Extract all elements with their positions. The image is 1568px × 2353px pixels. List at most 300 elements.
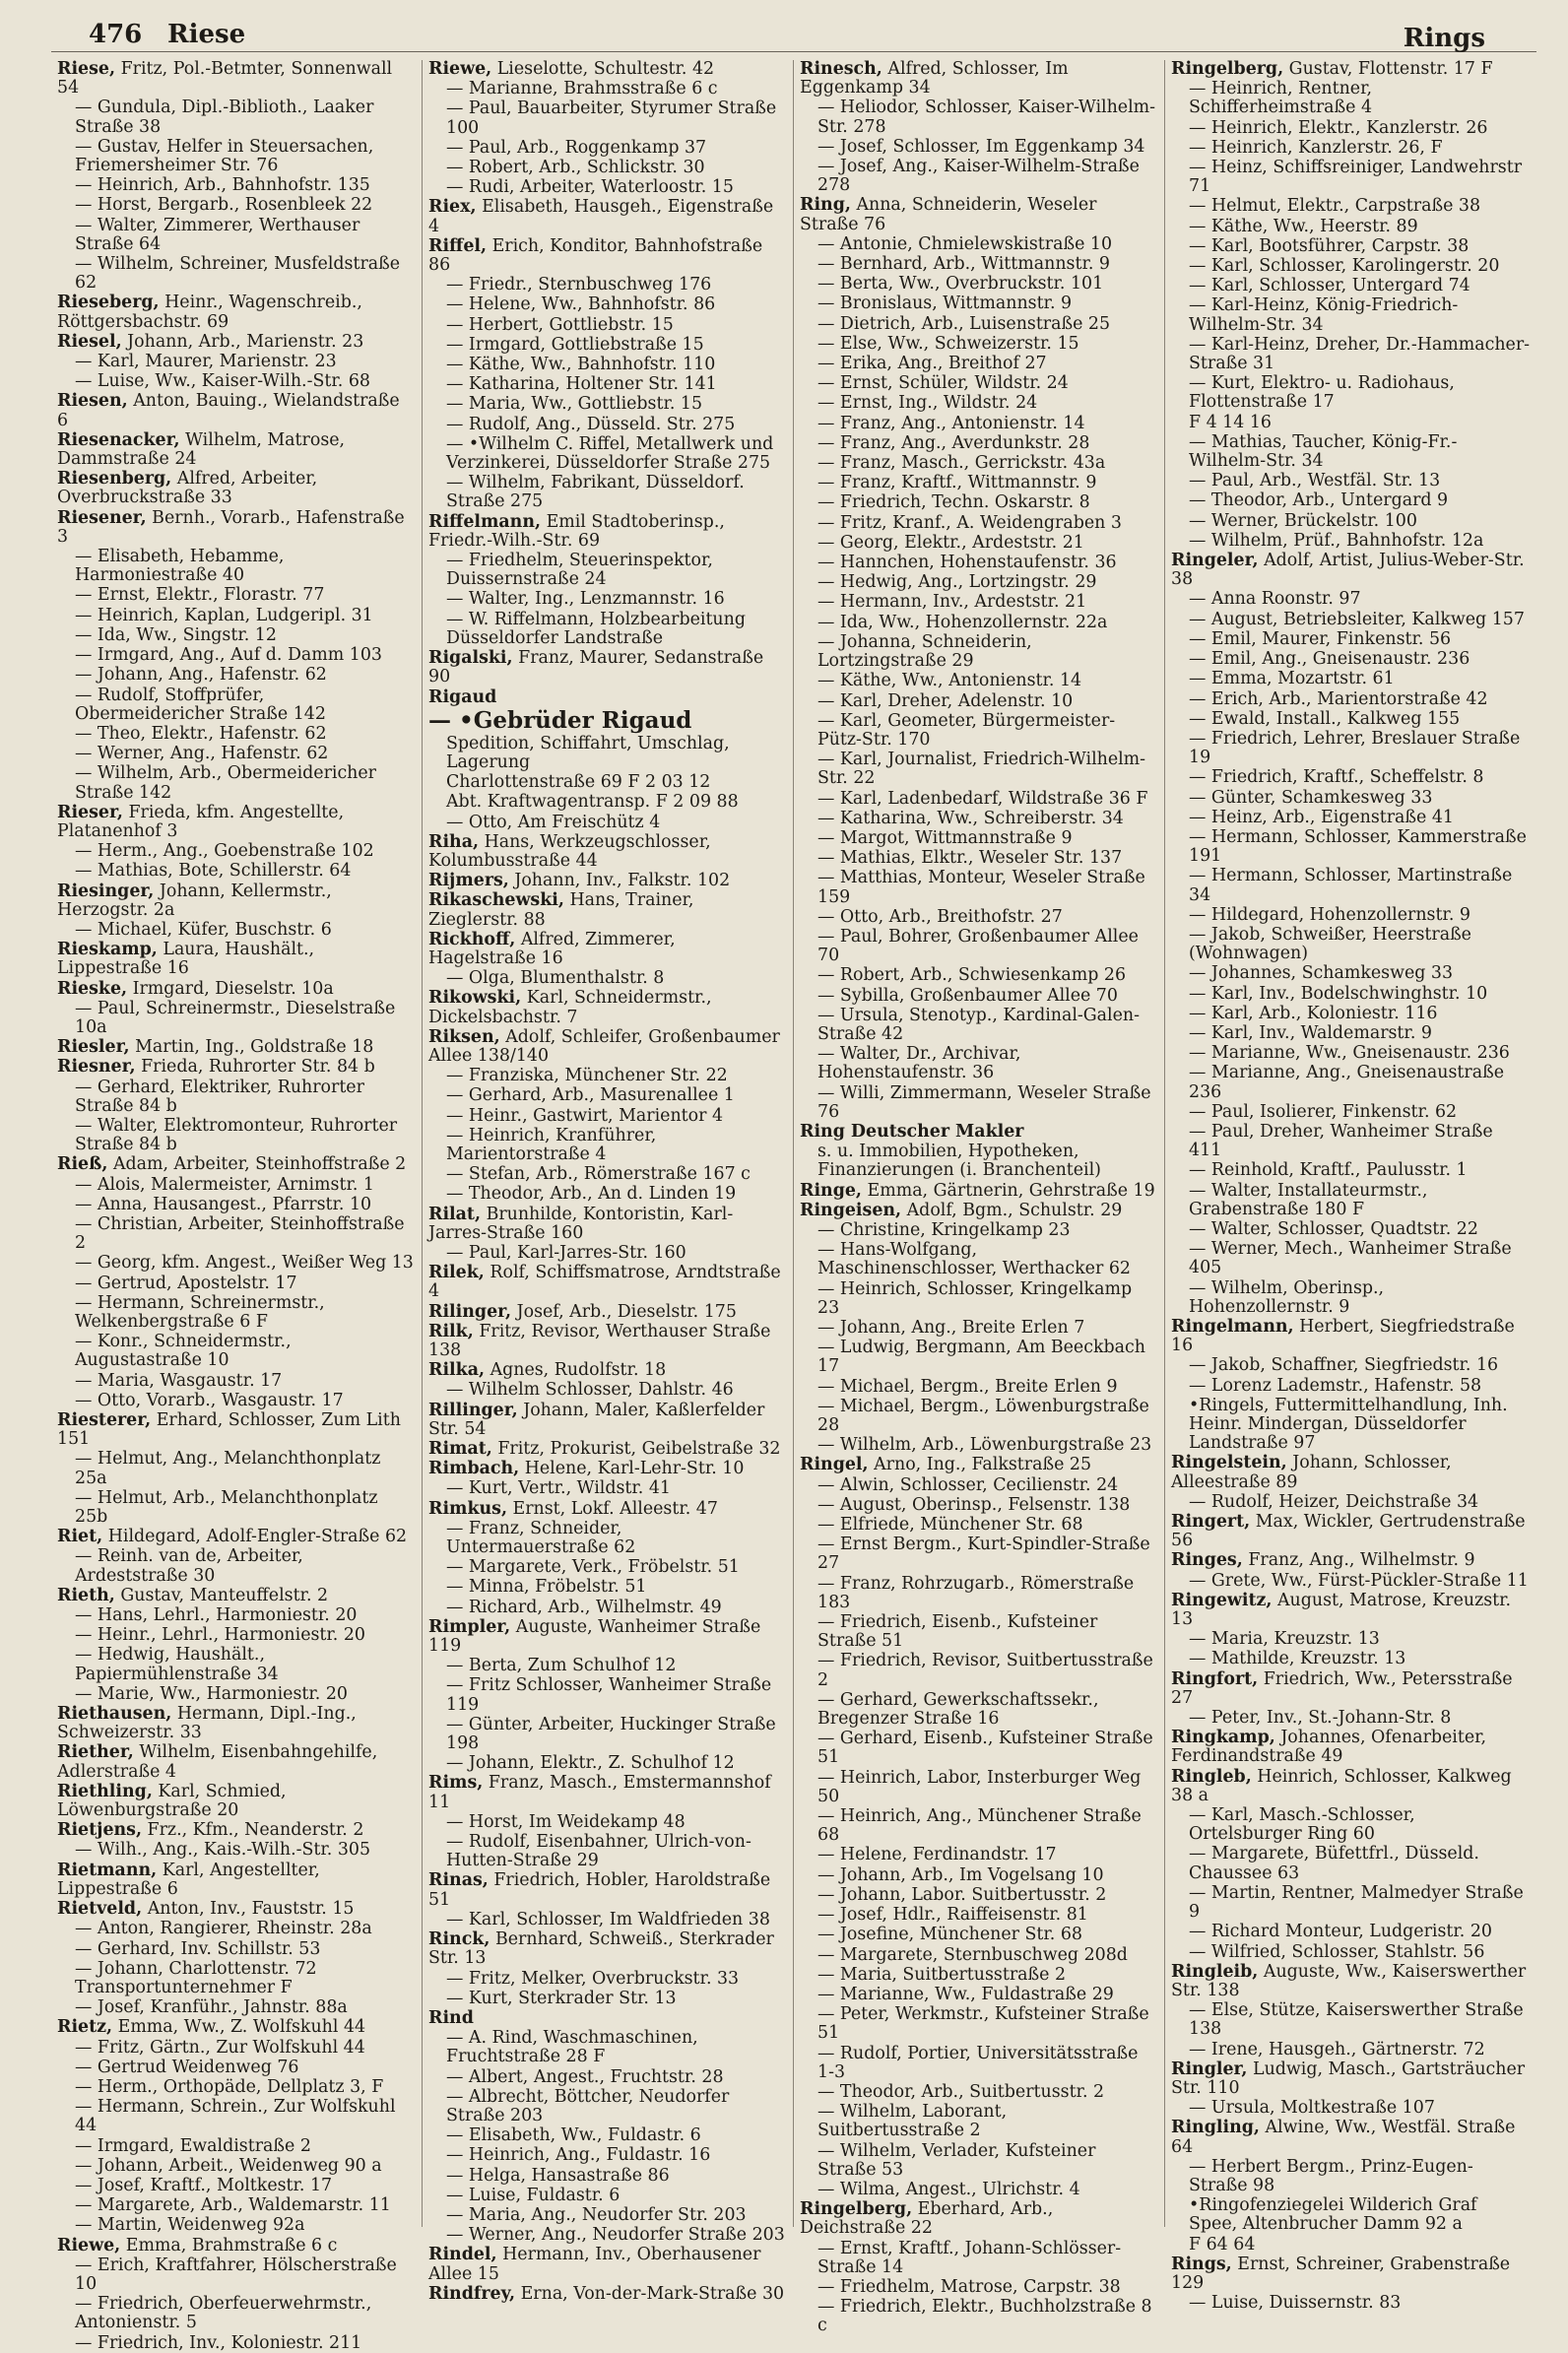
directory-entry <box>57 686 416 724</box>
entry-text: — Helga, Hansastraße 86 <box>446 2165 670 2186</box>
directory-entry <box>428 1127 787 1164</box>
directory-entry <box>57 2078 416 2097</box>
directory-entry <box>800 1398 1158 1435</box>
entry-text: — Karl, Arb., Koloniestr. 116 <box>1189 1003 1438 1023</box>
directory-entry <box>1171 2060 1531 2098</box>
entry-text: — Johannes, Schamkesweg 33 <box>1189 963 1454 984</box>
entry-text: — Heinr., Gastwirt, Marientor 4 <box>446 1105 724 1126</box>
entry-text: — Käthe, Ww., Antonienstr. 14 <box>817 671 1082 691</box>
entry-text: — Paul, Arb., Roggenkamp 37 <box>446 137 707 158</box>
directory-entry <box>800 1926 1158 1944</box>
directory-entry <box>428 1303 787 1322</box>
directory-entry <box>800 514 1158 533</box>
directory-entry <box>800 1691 1158 1729</box>
directory-entry <box>57 1176 416 1195</box>
entry-text: Fritz, Prokurist, Geibelstraße 32 <box>497 1439 781 1460</box>
directory-entry <box>800 158 1158 195</box>
directory-entry <box>800 692 1158 711</box>
page-header <box>51 14 1536 52</box>
entry-text: Eberhard, Arb., Deichstraße 22 <box>800 2199 1054 2239</box>
entry-text: — Antonie, Chmielewskistraße 10 <box>817 233 1113 254</box>
directory-entry <box>800 415 1158 433</box>
entry-surname: Ring Deutscher Makler <box>800 1121 1024 1142</box>
directory-entry <box>57 294 416 331</box>
entry-text: Wilhelm, Matrose, Dammstraße 24 <box>57 429 346 470</box>
entry-surname: Rilka, <box>428 1360 486 1381</box>
directory-entry <box>1171 690 1531 709</box>
entry-surname: Riesinger, <box>57 881 155 901</box>
directory-entry <box>57 1940 416 1959</box>
entry-text: Karl, Schneidermstr., Dickelsbachstr. 7 <box>428 988 712 1027</box>
entry-text: — Gerhard, Inv. Schillstr. 53 <box>75 1938 321 1959</box>
directory-entry <box>800 1807 1158 1845</box>
directory-entry <box>57 1058 416 1077</box>
directory-entry <box>1171 1064 1531 1101</box>
directory-entry <box>800 1339 1158 1376</box>
directory-entry <box>1171 2158 1531 2195</box>
entry-text: — Hermann, Schlosser, Martinstraße 34 <box>1189 866 1513 905</box>
directory-entry <box>57 1998 416 2017</box>
entry-surname: Rilinger, <box>428 1301 512 1322</box>
directory-entry <box>57 255 416 293</box>
directory-entry <box>57 98 416 136</box>
entry-text: — Ernst, Kraftf., Johann-Schlösser-Straße 14 <box>817 2238 1122 2277</box>
entry-text: — Wilhelm, Arb., Löwenburgstraße 23 <box>817 1435 1152 1456</box>
directory-entry <box>800 829 1158 848</box>
entry-text: — Friedrich, Inv., Koloniestr. 211 <box>75 2332 362 2353</box>
entry-text: — Herbert Bergm., Prinz-Eugen-Straße 98 <box>1189 2156 1473 2195</box>
entry-text: Rolf, Schiffsmatrose, Arndtstraße 4 <box>428 1263 781 1302</box>
directory-entry <box>57 60 416 98</box>
entry-text: — Margarete, Arb., Waldemarstr. 11 <box>75 2195 391 2216</box>
entry-text: Heinrich, Schlosser, Kalkweg 38 a <box>1171 1766 1512 1805</box>
entry-text: — Käthe, Ww., Bahnhofstr. 110 <box>446 355 716 375</box>
directory-entry <box>428 1028 787 1066</box>
entry-text: — Helmut, Ang., Melanchthonplatz 25a <box>75 1449 381 1488</box>
directory-entry <box>800 1143 1158 1180</box>
directory-entry <box>428 1323 787 1360</box>
entry-text: — •Wilhelm C. Riffel, Metallwerk und Verzinkerei, Düsseldorfer Straße 275 <box>446 433 774 474</box>
directory-entry <box>57 666 416 685</box>
entry-text: — Heinrich, Rentner, Schifferheimstraße 4 <box>1189 79 1373 118</box>
entry-text: Karl, Schmied, Löwenburgstraße 20 <box>57 1781 287 1821</box>
entry-text: Frieda, kfm. Angestellte, Platanenhof 3 <box>57 802 345 841</box>
directory-entry <box>428 435 787 473</box>
entry-text: — Ursula, Stenotyp., Kardinal-Galen-Straße 42 <box>817 1005 1140 1044</box>
entry-text: — Josef, Kranführ., Jahnstr. 88a <box>75 1997 348 2018</box>
entry-text: — Irmgard, Ang., Auf d. Damm 103 <box>75 645 382 666</box>
entry-text: — Maria, Suitbertusstraße 2 <box>817 1964 1067 1985</box>
entry-surname: Riethling, <box>57 1781 153 1801</box>
entry-surname: Ringler, <box>1171 2059 1248 2079</box>
entry-surname: Rilek, <box>428 1263 485 1283</box>
directory-entry <box>800 849 1158 868</box>
directory-entry <box>57 1862 416 1899</box>
directory-entry <box>428 2246 787 2283</box>
directory-entry <box>800 2083 1158 2102</box>
entry-text: — Walter, Ing., Lenzmannstr. 16 <box>446 589 725 610</box>
entry-text: Frz., Kfm., Neanderstr. 2 <box>147 1820 364 1841</box>
directory-entry <box>428 1657 787 1675</box>
directory-entry <box>1171 1923 1531 1941</box>
directory-entry <box>428 891 787 929</box>
entry-text: — Michael, Bergm., Löwenburgstraße 28 <box>817 1396 1149 1436</box>
entry-surname: Riesen, <box>57 391 128 412</box>
directory-entry <box>57 2295 416 2332</box>
directory-entry <box>428 139 787 158</box>
directory-entry <box>1171 60 1531 79</box>
directory-entry <box>57 804 416 841</box>
entry-text: — Marianne, Ww., Gneisenaustr. 236 <box>1189 1043 1510 1064</box>
entry-text: — Robert, Arb., Schlickstr. 30 <box>446 158 705 178</box>
entry-text: Auguste, Ww., Kaiserswerther Str. 138 <box>1171 1961 1527 2000</box>
directory-entry <box>800 987 1158 1006</box>
entry-text: — Anton, Rangierer, Rheinstr. 28a <box>75 1919 372 1939</box>
directory-entry <box>428 1716 787 1753</box>
directory-entry <box>428 80 787 98</box>
entry-text: Adolf, Artist, Julius-Weber-Str. 38 <box>1171 551 1525 590</box>
directory-entry: — •Gebrüder Rigaud <box>428 706 692 734</box>
entry-text: — Josef, Hdlr., Raiffeisenstr. 81 <box>817 1905 1088 1926</box>
directory-entry <box>800 434 1158 453</box>
entry-text: — Grete, Ww., Fürst-Pückler-Straße 11 <box>1189 1570 1529 1591</box>
entry-surname: Riet, <box>57 1527 103 1547</box>
page-number: 476 <box>89 20 143 49</box>
directory-entry <box>1171 1592 1531 1629</box>
entry-surname: Riesener, <box>57 507 147 528</box>
directory-entry <box>1171 1182 1531 1219</box>
directory-entry <box>428 1165 787 1184</box>
entry-text: — Alois, Malermeister, Arnimstr. 1 <box>75 1174 374 1195</box>
entry-text: — Paul, Bauarbeiter, Styrumer Straße 100 <box>446 98 777 138</box>
entry-text: — Maria, Wasgaustr. 17 <box>75 1370 283 1391</box>
entry-text: — Olga, Blumenthalstr. 8 <box>446 968 665 989</box>
directory-entry <box>428 1479 787 1498</box>
entry-text: — Johann, Ang., Breite Erlen 7 <box>817 1318 1085 1338</box>
entry-surname: Ringelberg, <box>800 2199 913 2220</box>
entry-surname: Rieth, <box>57 1585 115 1605</box>
entry-text: — Fritz, Kranf., A. Weidengraben 3 <box>817 512 1122 533</box>
directory-entry <box>57 1372 416 1391</box>
directory-entry <box>57 470 416 507</box>
directory-entry <box>800 275 1158 294</box>
directory-entry <box>57 431 416 469</box>
directory-entry <box>57 372 416 391</box>
entry-surname: Rietmann, <box>57 1860 158 1880</box>
entry-text: — Luise, Ww., Kaiser-Wilh.-Str. 68 <box>75 371 370 392</box>
directory-entry <box>428 1067 787 1085</box>
directory-entry <box>428 375 787 394</box>
entry-text: — Maria, Kreuzstr. 13 <box>1189 1629 1380 1650</box>
entry-text: •Ringels, Futtermittelhandlung, Inh. Heinr. Mindergan, Düsseldorfer Landstraße 97 <box>1189 1395 1508 1454</box>
directory-entry <box>57 353 416 371</box>
entry-text: — Matthias, Monteur, Weseler Straße 159 <box>817 868 1145 907</box>
entry-text: Franz, Masch., Emstermannshof 11 <box>428 1773 771 1812</box>
directory-entry <box>428 2009 787 2028</box>
directory-entry <box>800 315 1158 334</box>
entry-surname: Rilat, <box>428 1204 482 1224</box>
directory-entry <box>57 1215 416 1253</box>
entry-text: — Friedr., Sternbuschweg 176 <box>446 275 712 295</box>
directory-entry <box>57 626 416 645</box>
directory-entry <box>57 980 416 999</box>
entry-text: Adam, Arbeiter, Steinhoffstraße 2 <box>112 1154 407 1175</box>
entry-text: Hildegard, Adolf-Engler-Straße 62 <box>107 1527 408 1547</box>
entry-text: — Willi, Zimmermann, Weseler Straße 76 <box>817 1082 1151 1122</box>
entry-text: — Herm., Orthopäde, Dellplatz 3, F <box>75 2076 384 2097</box>
directory-entry <box>1171 1551 1531 1570</box>
directory-entry <box>1171 1513 1531 1550</box>
directory-entry <box>428 1558 787 1577</box>
entry-surname: Riesterer, <box>57 1410 152 1431</box>
entry-surname: Ringert, <box>1171 1512 1251 1533</box>
directory-entry <box>1171 1729 1531 1766</box>
entry-surname: Riether, <box>57 1742 134 1763</box>
directory-entry <box>1171 532 1531 551</box>
entry-text: — Helmut, Elektr., Carpstraße 38 <box>1189 196 1481 217</box>
entry-text: Brunhilde, Kontoristin, Karl-Jarres-Straße 160 <box>428 1204 734 1243</box>
entry-surname: Ringeler, <box>1171 551 1259 571</box>
entry-text: — Kurt, Vertr., Wildstr. 41 <box>446 1478 671 1499</box>
directory-entry <box>1171 1493 1531 1512</box>
entry-text: — Margarete, Sternbuschweg 208d <box>817 1944 1128 1965</box>
entry-text: Arno, Ing., Falkstraße 25 <box>874 1455 1092 1475</box>
entry-surname: Rigalski, <box>428 648 513 669</box>
directory-entry <box>800 355 1158 373</box>
entry-surname: Rillinger, <box>428 1400 518 1420</box>
entry-text: Wilhelm, Eisenbahngehilfe, Adlerstraße 4 <box>57 1742 378 1782</box>
entry-text: — Walter, Zimmerer, Werthauser Straße 64 <box>75 215 360 254</box>
directory-entry <box>428 931 787 968</box>
entry-text: — Heinrich, Kranführer, Marientorstraße 4 <box>446 1125 657 1164</box>
directory-entry <box>800 374 1158 393</box>
directory-entry <box>428 814 787 832</box>
directory-entry <box>57 1489 416 1527</box>
entry-text: — Helene, Ww., Bahnhofstr. 86 <box>446 294 716 315</box>
entry-text: — Else, Stütze, Kaiserswerther Straße 138 <box>1189 2000 1524 2040</box>
directory-entry <box>800 2181 1158 2199</box>
entry-text: — Gerhard, Gewerkschaftssekr., Bregenzer Straße 16 <box>817 1689 1099 1730</box>
entry-text: — Franz, Ang., Antonienstr. 14 <box>817 413 1085 433</box>
directory-entry <box>800 1007 1158 1044</box>
directory-entry <box>800 1319 1158 1338</box>
entry-text: — Gertrud Weidenweg 76 <box>75 2057 299 2077</box>
directory-entry <box>1171 926 1531 963</box>
entry-text: — Mathilde, Kreuzstr. 13 <box>1189 1649 1406 1669</box>
entry-text: — Otto, Am Freischütz 4 <box>446 812 661 832</box>
directory-entry <box>57 862 416 881</box>
directory-entry <box>800 1986 1158 2004</box>
directory-entry <box>428 1970 787 1989</box>
directory-entry <box>428 1264 787 1301</box>
entry-text: Ernst, Lokf. Alleestr. 47 <box>512 1498 718 1519</box>
entry-text: — Karl, Inv., Waldemarstr. 9 <box>1189 1022 1432 1043</box>
directory-entry <box>57 1450 416 1487</box>
directory-entry <box>428 1833 787 1870</box>
entry-text: — Fritz Schlosser, Wanheimer Straße 119 <box>446 1675 772 1715</box>
directory-entry <box>57 1038 416 1057</box>
directory-entry <box>57 1920 416 1938</box>
directory-entry <box>428 2187 787 2205</box>
directory-entry <box>57 2237 416 2255</box>
entry-text: — Theodor, Arb., Untergard 9 <box>1189 490 1449 511</box>
entry-text: Karl, Angestellter, Lippestraße 6 <box>57 1860 320 1899</box>
entry-text: — Karl, Schlosser, Untergard 74 <box>1189 276 1470 296</box>
directory-entry <box>1171 1884 1531 1922</box>
entry-text: — Wilhelm, Arb., Obermeidericher Straße 142 <box>75 763 376 803</box>
directory-entry <box>800 1536 1158 1573</box>
entry-text: — Dietrich, Arb., Luisenstraße 25 <box>817 313 1111 334</box>
entry-surname: Riesenberg, <box>57 469 172 490</box>
entry-text: — Konr., Schneidermstr., Augustastraße 10 <box>75 1332 292 1371</box>
directory-entry <box>428 688 787 707</box>
entry-text: — Paul, Karl-Jarres-Str. 160 <box>446 1242 686 1263</box>
directory-entry <box>1171 1768 1531 1805</box>
directory-entry <box>800 1496 1158 1515</box>
entry-surname: Rims, <box>428 1773 484 1794</box>
directory-entry <box>800 1946 1158 1965</box>
entry-surname: Rickhoff, <box>428 929 516 949</box>
entry-surname: Ring, <box>800 195 851 216</box>
directory-entry <box>428 2029 787 2066</box>
entry-text: — Gertrud, Apostelstr. 17 <box>75 1273 297 1293</box>
directory-entry <box>428 198 787 235</box>
entry-text: — Hannchen, Hohenstaufenstr. 36 <box>817 553 1117 573</box>
entry-text: — Ewald, Install., Kalkweg 155 <box>1189 708 1461 729</box>
directory-entry <box>1171 1943 1531 1962</box>
entry-text: — Werner, Mech., Wanheimer Straße 405 <box>1189 1239 1512 1278</box>
entry-text: — Stefan, Arb., Römerstraße 167 c <box>446 1164 751 1185</box>
directory-entry <box>57 548 416 585</box>
entry-text: — Karl, Inv., Bodelschwinghstr. 10 <box>1189 983 1488 1004</box>
entry-text: — Friedrich, Eisenb., Kufsteiner Straße 51 <box>817 1612 1098 1652</box>
entry-text: Emma, Ww., Z. Wolfskuhl 44 <box>117 2017 366 2038</box>
entry-text: — W. Riffelmann, Holzbearbeitung Düsseldorfer Landstraße <box>446 609 746 648</box>
entry-text: Anton, Inv., Fauststr. 15 <box>147 1899 355 1920</box>
directory-entry <box>800 2298 1158 2335</box>
entry-surname: Rindel, <box>428 2245 497 2265</box>
entry-text: — Gerhard, Eisenb., Kufsteiner Straße 51 <box>817 1729 1153 1768</box>
directory-entry <box>1171 1670 1531 1708</box>
entry-text: — Elisabeth, Ww., Fuldastr. 6 <box>446 2125 701 2146</box>
entry-surname: Rietjens, <box>57 1820 143 1841</box>
directory-entry <box>1171 491 1531 510</box>
directory-entry <box>1171 809 1531 827</box>
entry-text: — Richard Monteur, Ludgeristr. 20 <box>1189 1922 1492 1942</box>
directory-entry <box>1171 159 1531 196</box>
directory-entry <box>800 869 1158 906</box>
directory-entry <box>1171 552 1531 589</box>
directory-entry <box>800 1516 1158 1535</box>
entry-text: — Heliodor, Schlosser, Kaiser-Wilhelm-Str. 278 <box>817 98 1156 137</box>
entry-text: — Wilma, Angest., Ulrichstr. 4 <box>817 2179 1080 2199</box>
entry-surname: Rieskamp, <box>57 940 158 960</box>
directory-entry <box>1171 414 1531 432</box>
entry-surname: Rieß, <box>57 1154 108 1175</box>
entry-text: — Marianne, Ww., Fuldastraße 29 <box>817 1984 1114 2004</box>
entry-surname: Ringel, <box>800 1455 869 1475</box>
entry-text: — Ida, Ww., Hohenzollernstr. 22a <box>817 612 1108 632</box>
directory-entry <box>1171 2196 1531 2234</box>
entry-text: Hans, Werkzeugschlosser, Kolumbusstraße 44 <box>428 831 711 871</box>
directory-entry <box>1171 1318 1531 1355</box>
directory-entry <box>1171 2119 1531 2156</box>
entry-text: — Ernst Bergm., Kurt-Spindler-Straße 27 <box>817 1535 1150 1574</box>
directory-entry <box>57 1743 416 1781</box>
entry-text: Elisabeth, Hausgeh., Eigenstraße 4 <box>428 197 774 236</box>
directory-entry <box>800 335 1158 354</box>
entry-surname: Rimat, <box>428 1439 492 1460</box>
directory-entry <box>800 493 1158 512</box>
entry-text: — Minna, Fröbelstr. 51 <box>446 1577 647 1598</box>
directory-entry <box>1171 139 1531 158</box>
directory-entry <box>800 1476 1158 1495</box>
entry-text: F 64 64 <box>1189 2234 1256 2255</box>
entry-text: s. u. Immobilien, Hypotheken, Finanzierungen (i. Branchenteil) <box>817 1142 1101 1181</box>
directory-entry <box>1171 374 1531 412</box>
entry-text: — Wilhelm, Schreiner, Musfeldstraße 62 <box>75 254 401 294</box>
directory-entry <box>57 2256 416 2294</box>
directory-entry <box>800 2045 1158 2082</box>
column-2 <box>423 59 794 2304</box>
entry-text: — Josefine, Münchener Str. 68 <box>817 1925 1082 1945</box>
directory-entry <box>428 2146 787 2165</box>
entry-text: — Josef, Ang., Kaiser-Wilhelm-Straße 278 <box>817 157 1140 196</box>
directory-entry <box>57 646 416 665</box>
entry-text: — Hedwig, Ang., Lortzingstr. 29 <box>817 572 1097 593</box>
directory-entry <box>428 395 787 414</box>
entry-text: — Kurt, Elektro- u. Radiohaus, Flottenstraße 17 <box>1189 373 1455 413</box>
entry-surname: Rikaschewski, <box>428 890 564 911</box>
entry-text: — Albrecht, Böttcher, Neudorfer Straße 203 <box>446 2086 730 2125</box>
entry-text: — Richard, Arb., Wilhelmstr. 49 <box>446 1597 722 1617</box>
directory-entry <box>800 294 1158 313</box>
entry-text: — Friedhelm, Matrose, Carpstr. 38 <box>817 2276 1121 2297</box>
directory-entry <box>1171 257 1531 276</box>
directory-entry <box>1171 1356 1531 1375</box>
entry-text: Alfred, Schlosser, Im Eggenkamp 34 <box>800 59 1069 98</box>
directory-entry <box>57 1547 416 1585</box>
directory-entry <box>57 1000 416 1037</box>
entry-text: — Josef, Kraftf., Moltkestr. 17 <box>75 2175 333 2195</box>
directory-entry <box>428 833 787 871</box>
entry-text: Adolf, Schleifer, Großenbaumer Allee 138/140 <box>428 1026 780 1066</box>
directory-entry <box>57 1960 416 1997</box>
entry-surname: Ringelstein, <box>1171 1453 1287 1473</box>
entry-text: — Rudi, Arbeiter, Waterloostr. 15 <box>446 177 734 198</box>
entry-text: — Hans-Wolfgang, Maschinenschlosser, Werthacker 62 <box>817 1240 1131 1279</box>
entry-text: — Heinrich, Kaplan, Ludgeripl. 31 <box>75 605 373 625</box>
entry-text: — Franz, Masch., Gerrickstr. 43a <box>817 453 1106 474</box>
entry-text: — Johann, Charlottenstr. 72 Transportunternehmer F <box>75 1958 317 1997</box>
directory-entry <box>1171 906 1531 925</box>
directory-entry <box>1171 296 1531 334</box>
entry-text: — Marianne, Brahmsstraße 6 c <box>446 79 718 99</box>
entry-text: — Friedhelm, Steuerinspektor, Duissernstraße 24 <box>446 551 713 590</box>
entry-text: Heinr., Wagenschreib., Röttgersbachstr. 69 <box>57 293 362 332</box>
entry-text: — Heinrich, Elektr., Kanzlerstr. 26 <box>1189 117 1488 138</box>
entry-text: — Herm., Ang., Goebenstraße 102 <box>75 841 374 862</box>
entry-text: — Berta, Zum Schulhof 12 <box>446 1656 677 1676</box>
directory-entry <box>800 1123 1158 1142</box>
entry-text: Hans, Trainer, Zieglerstr. 88 <box>428 890 694 930</box>
entry-text: Erhard, Schlosser, Zum Lith 151 <box>57 1410 401 1450</box>
directory-entry <box>1171 1709 1531 1728</box>
entry-text: — August, Betriebsleiter, Kalkweg 157 <box>1189 609 1525 629</box>
entry-text: Erna, Von-der-Mark-Straße 30 <box>520 2283 785 2304</box>
entry-text: Laura, Haushält., Lippestraße 16 <box>57 940 315 979</box>
directory-entry <box>57 1196 416 1214</box>
